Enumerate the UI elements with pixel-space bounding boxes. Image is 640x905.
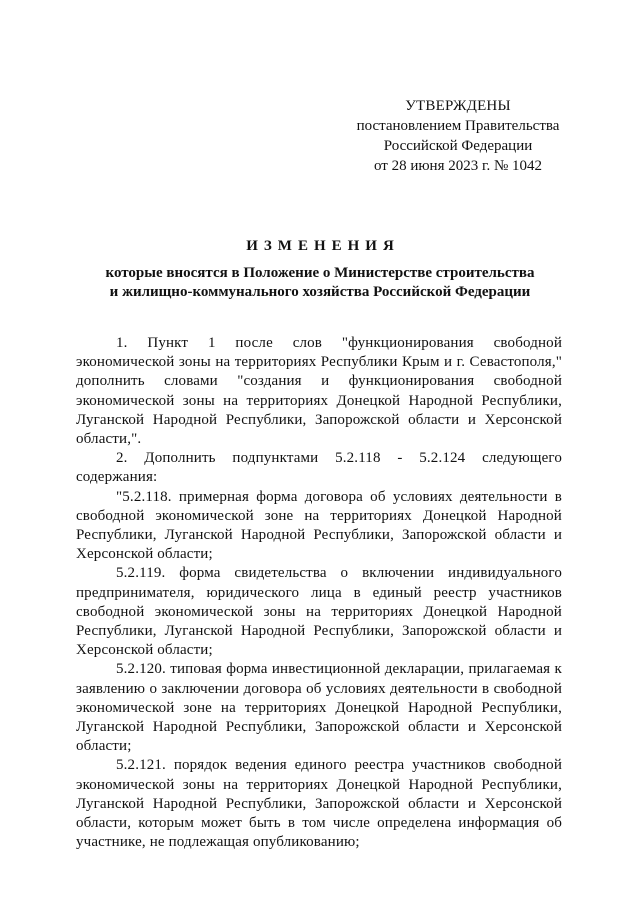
- document-title: ИЗМЕНЕНИЯ: [246, 238, 400, 254]
- document-body: [76, 334, 562, 852]
- approval-block: [330, 96, 586, 176]
- approval-line-3: от 28 июня 2023 г. № 1042: [373, 158, 543, 174]
- paragraph-5: 5.2.120. типовая форма инвестиционной декларации, прилагаемая к заявлению о заключении договора об условиях деятельности в свободной экономической зоне на территориях Донецкой Народной Республики, Луганской Народной Республики, Запорожской области и Херсонской области;: [76, 661, 562, 755]
- paragraph-2: 2. Дополнить подпунктами 5.2.118 - 5.2.124 следующего содержания:: [76, 450, 562, 486]
- approval-heading: УТВЕРЖДЕНЫ: [405, 98, 511, 114]
- paragraph-6: 5.2.121. порядок ведения единого реестра участников свободной экономической зоны на территориях Донецкой Народной Республики, Луганской Народной Республики, Запорожской области и Херсонской области, которым может быть в том числе определена информация об участнике, не подлежащая опубликованию;: [76, 757, 562, 851]
- approval-line-2: Российской Федерации: [383, 138, 533, 154]
- subtitle-line-1: которые вносятся в Положение о Министерстве строительства: [105, 265, 535, 281]
- subtitle-line-2: и жилищно-коммунального хозяйства Российской Федерации: [109, 284, 531, 300]
- paragraph-1: 1. Пункт 1 после слов "функционирования свободной экономической зоны на территориях Республики Крым и г. Севастополя," дополнить словами "создания и функционирования свободной экономической зоны на территориях Донецкой Народной Республики, Луганской Народной Республики, Запорожской области и Херсонской области,".: [76, 335, 562, 448]
- document-subtitle: [60, 264, 580, 302]
- approval-line-1: постановлением Правительства: [356, 118, 560, 134]
- paragraph-4: 5.2.119. форма свидетельства о включении индивидуального предпринимателя, юридического лица в единый реестр участников свободной экономической зоны на территориях Донецкой Народной Республики, Луганской Народной Республики, Запорожской области и Херсонской области;: [76, 565, 562, 659]
- paragraph-3: "5.2.118. примерная форма договора об условиях деятельности в свободной экономической зоне на территориях Донецкой Народной Республики, Луганской Народной Республики, Запорожской области и Херсонской области;: [76, 488, 562, 563]
